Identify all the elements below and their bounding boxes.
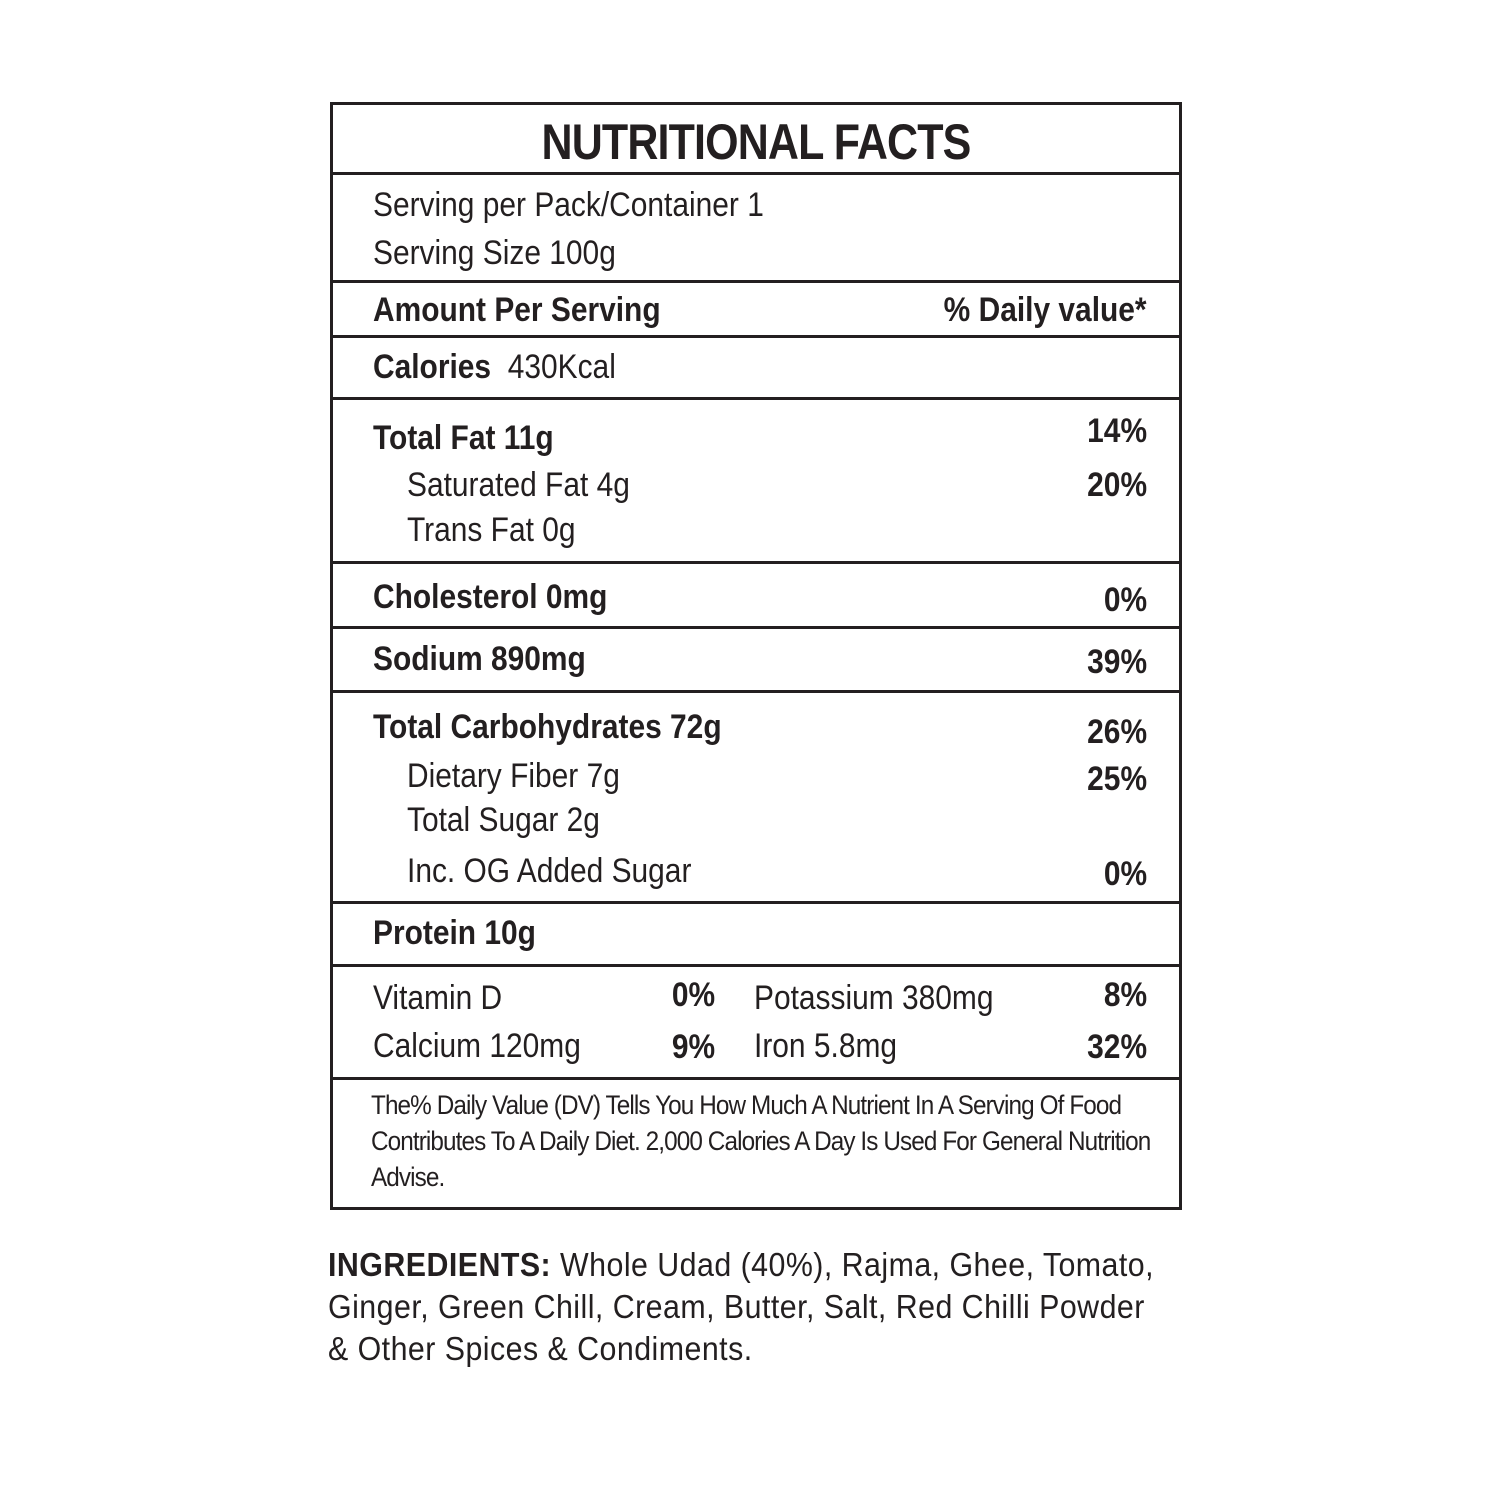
- nutrition-facts-label: [330, 102, 1182, 1210]
- saturated-fat-label: Saturated Fat 4g: [407, 466, 630, 504]
- calories-row: [373, 347, 616, 387]
- label-title: NUTRITIONAL FACTS: [541, 114, 971, 170]
- daily-value-footnote: The% Daily Value (DV) Tells You How Much A Nutrient In A Serving Of Food Contributes To A Daily Diet. 2,000 Calories A Day Is Used For General Nutrition Advise.: [371, 1090, 1151, 1192]
- divider: [333, 626, 1179, 629]
- divider: [333, 964, 1179, 967]
- serving-size: Serving Size 100g: [373, 234, 616, 272]
- saturated-fat-dv: 20%: [1087, 466, 1147, 504]
- added-sugar-label: Inc. OG Added Sugar: [407, 852, 692, 890]
- daily-value-header: % Daily value*: [944, 291, 1147, 329]
- ingredients-heading: INGREDIENTS:: [328, 1246, 552, 1283]
- divider: [333, 1077, 1179, 1080]
- added-sugar-dv: 0%: [1103, 855, 1147, 893]
- divider: [333, 690, 1179, 693]
- dietary-fiber-label: Dietary Fiber 7g: [407, 757, 620, 795]
- cholesterol-dv: 0%: [1103, 581, 1147, 619]
- potassium-dv: 8%: [1103, 976, 1147, 1014]
- calcium-label: Calcium 120mg: [373, 1027, 581, 1065]
- total-carbohydrates-dv: 26%: [1087, 713, 1147, 751]
- divider: [333, 901, 1179, 904]
- total-fat-label: Total Fat 11g: [373, 419, 554, 457]
- divider: [333, 172, 1179, 175]
- cholesterol-label: Cholesterol 0mg: [373, 578, 608, 616]
- trans-fat-label: Trans Fat 0g: [407, 511, 576, 549]
- total-sugar-label: Total Sugar 2g: [407, 801, 600, 839]
- serving-per-pack: Serving per Pack/Container 1: [373, 186, 764, 224]
- divider: [333, 397, 1179, 400]
- total-fat-dv: 14%: [1087, 412, 1147, 450]
- calcium-dv: 9%: [671, 1028, 715, 1066]
- vitamin-d-label: Vitamin D: [373, 979, 503, 1017]
- ingredients-text: Whole Udad (40%), Rajma, Ghee, Tomato, Ginger, Green Chill, Cream, Butter, Salt, Red Chilli Powder & Other Spices & Condiments.: [328, 1246, 1155, 1367]
- amount-per-serving: Amount Per Serving: [373, 291, 661, 329]
- iron-dv: 32%: [1087, 1028, 1147, 1066]
- total-carbohydrates-label: Total Carbohydrates 72g: [373, 708, 722, 746]
- calories-label: Calories: [373, 348, 492, 386]
- divider: [333, 280, 1179, 283]
- calories-value: 430Kcal: [507, 348, 616, 386]
- divider: [333, 561, 1179, 564]
- iron-label: Iron 5.8mg: [754, 1027, 898, 1065]
- dietary-fiber-dv: 25%: [1087, 760, 1147, 798]
- divider: [333, 335, 1179, 338]
- protein-label: Protein 10g: [373, 914, 536, 952]
- sodium-dv: 39%: [1087, 643, 1147, 681]
- sodium-label: Sodium 890mg: [373, 640, 586, 678]
- ingredients: [328, 1244, 1156, 1370]
- potassium-label: Potassium 380mg: [754, 979, 994, 1017]
- vitamin-d-dv: 0%: [671, 976, 715, 1014]
